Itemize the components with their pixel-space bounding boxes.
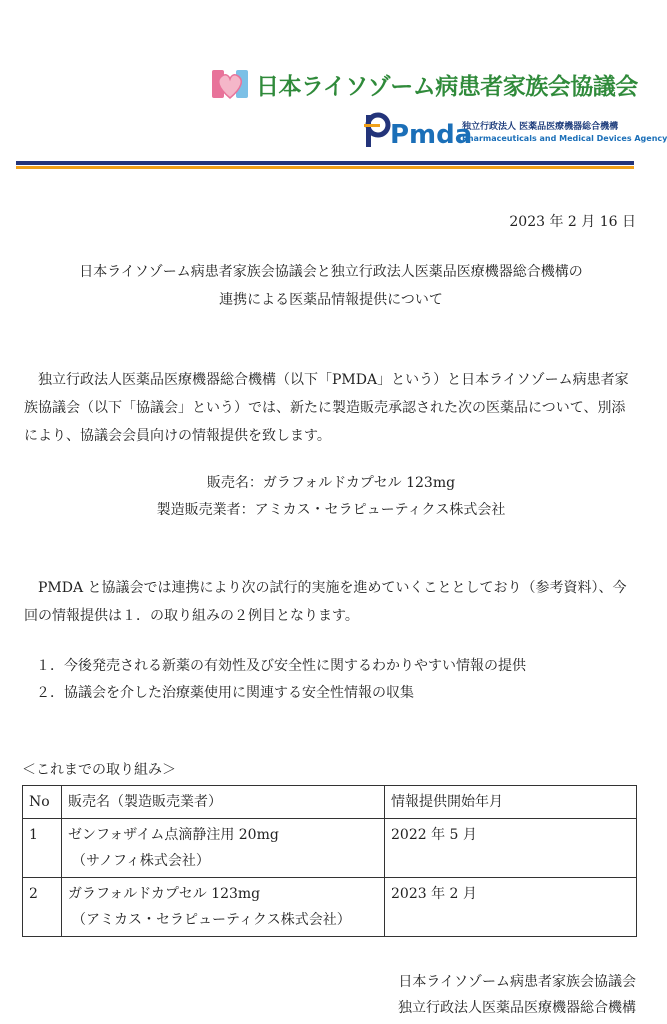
header-rule-orange: [16, 166, 634, 169]
pmda-name-en: Pharmaceuticals and Medical Devices Agency: [462, 134, 667, 143]
collab-paragraph: [24, 574, 638, 630]
product-name-line: 販売名：ガラフォルドカプセル 123mg: [206, 475, 456, 491]
header-product: 販売名（製造販売業者）: [62, 786, 385, 819]
heart-logo-icon: [210, 64, 250, 104]
intro-text: 独立行政法人医薬品医療機器総合機構（以下「PMDA」という）と日本ライソゾーム病患者家族協議会（以下「協議会」という）では、新たに製造販売承認された次の医薬品について、別添により、協議会会員向けの情報提供を致します。: [24, 372, 629, 444]
intro-paragraph: [24, 366, 638, 450]
jlsa-logo-text: 日本ライソゾーム病患者家族会協議会: [256, 73, 638, 100]
table-caption: ＜これまでの取り組み＞: [22, 762, 176, 778]
signature-line1: 日本ライソゾーム病患者家族会協議会: [398, 974, 636, 990]
table-row: [23, 878, 637, 937]
header-start: 情報提供開始年月: [385, 786, 637, 819]
pmda-logo-mark: Pmda: [390, 120, 473, 150]
row-start: 2023 年 2 月: [385, 878, 637, 937]
table-row: [23, 819, 637, 878]
table-header-row: [23, 786, 637, 819]
list-item: ２．協議会を介した治療薬使用に関連する安全性情報の収集: [36, 685, 414, 701]
collab-text: PMDA と協議会では連携により次の試行的実施を進めていくこととしており（参考資料）、今回の情報提供は１．の取り組みの２例目となります。: [24, 580, 627, 624]
document-title-line1: 日本ライソゾーム病患者家族会協議会と独立行政法人医薬品医療機器総合機構の: [79, 264, 583, 280]
header-no: No: [23, 786, 62, 819]
row-product: [62, 878, 385, 937]
list-item: １．今後発売される新薬の有効性及び安全性に関するわかりやすい情報の提供: [36, 658, 526, 674]
row-product-name: ガラフォルドカプセル 123mg: [68, 886, 261, 902]
row-product: [62, 819, 385, 878]
row-no: 1: [23, 819, 62, 878]
jlsa-logo: [210, 62, 638, 106]
signature-line2: 独立行政法人医薬品医療機器総合機構: [398, 1000, 636, 1016]
row-product-maker: （サノフィ株式会社）: [72, 853, 210, 869]
document-date: 2023 年 2 月 16 日: [509, 214, 636, 230]
history-table: [22, 785, 637, 937]
header-rule-blue: [16, 161, 634, 165]
pmda-logo: [364, 110, 667, 152]
row-product-maker: （アミカス・セラピューティクス株式会社）: [72, 912, 351, 928]
manufacturer-line: 製造販売業者：アミカス・セラピューティクス株式会社: [156, 502, 506, 518]
row-product-name: ゼンフォザイム点滴静注用 20mg: [68, 827, 279, 843]
pmda-logo-icon: [364, 111, 473, 151]
row-start: 2022 年 5 月: [385, 819, 637, 878]
pmda-name-jp: 独立行政法人 医薬品医療機器総合機構: [462, 122, 619, 132]
row-no: 2: [23, 878, 62, 937]
document-title-line2: 連携による医薬品情報提供について: [219, 292, 443, 308]
